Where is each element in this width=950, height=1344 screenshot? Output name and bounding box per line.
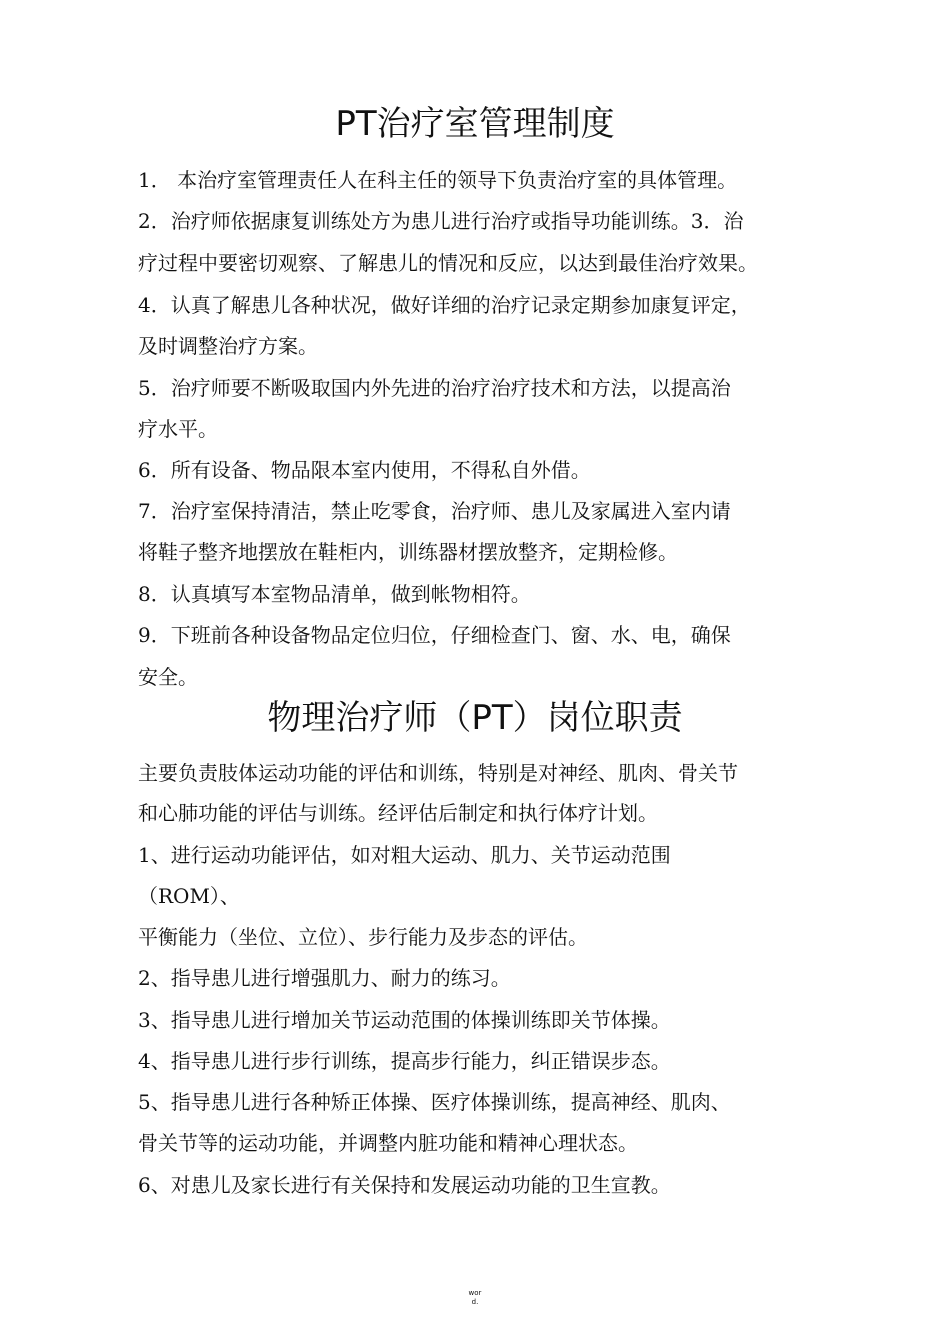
duty-line: 3、指导患儿进行增加关节运动范围的体操训练即关节体操。 [138,1008,671,1032]
section-title-pt-room-rules: PT治疗室管理制度 [335,104,615,144]
duty-line: 5、指导患儿进行各种矫正体操、医疗体操训练，提高神经、肌肉、 [138,1090,731,1114]
rule-line: 安全。 [138,665,198,689]
rule-line: 疗过程中要密切观察、了解患儿的情况和反应，以达到最佳治疗效果。 [138,251,758,275]
duty-line: 1、进行运动功能评估，如对粗大运动、肌力、关节运动范围 [138,843,671,867]
rule-line: 8．认真填写本室物品清单，做到帐物相符。 [138,582,531,606]
rule-line: 1． 本治疗室管理责任人在科主任的领导下负责治疗室的具体管理。 [138,168,738,192]
section-title-pt-duties: 物理治疗师（PT）岗位职责 [267,698,683,738]
duty-line: 6、对患儿及家长进行有关保持和发展运动功能的卫生宣教。 [138,1173,671,1197]
rule-line: 将鞋子整齐地摆放在鞋柜内，训练器材摆放整齐，定期检修。 [138,540,678,564]
rule-line: 4．认真了解患儿各种状况，做好详细的治疗记录定期参加康复评定， [138,293,751,317]
duty-line: 2、指导患儿进行增强肌力、耐力的练习。 [138,966,511,990]
duty-line: 骨关节等的运动功能，并调整内脏功能和精神心理状态。 [138,1131,638,1155]
footer-line: d. [471,1298,479,1306]
rule-line: 6．所有设备、物品限本室内使用，不得私自外借。 [138,458,591,482]
rule-line: 9．下班前各种设备物品定位归位，仔细检查门、窗、水、电，确保 [138,623,731,647]
rule-line: 及时调整治疗方案。 [138,334,318,358]
rule-line: 5．治疗师要不断吸取国内外先进的治疗治疗技术和方法，以提高治 [138,376,731,400]
duty-line: 和心肺功能的评估与训练。经评估后制定和执行体疗计划。 [138,801,658,825]
duty-line: （ROM）、 [138,884,240,908]
rule-line: 2．治疗师依据康复训练处方为患儿进行治疗或指导功能训练。3．治 [138,209,744,233]
rule-line: 7．治疗室保持清洁，禁止吃零食，治疗师、患儿及家属进入室内请 [138,499,731,523]
duty-line: 主要负责肢体运动功能的评估和训练，特别是对神经、肌肉、骨关节 [138,761,738,785]
duty-line: 平衡能力（坐位、立位）、步行能力及步态的评估。 [138,925,588,949]
page-footer [0,1289,950,1307]
footer-line: wor [468,1289,482,1297]
rule-line: 疗水平。 [138,417,218,441]
duty-line: 4、指导患儿进行步行训练，提高步行能力，纠正错误步态。 [138,1049,671,1073]
